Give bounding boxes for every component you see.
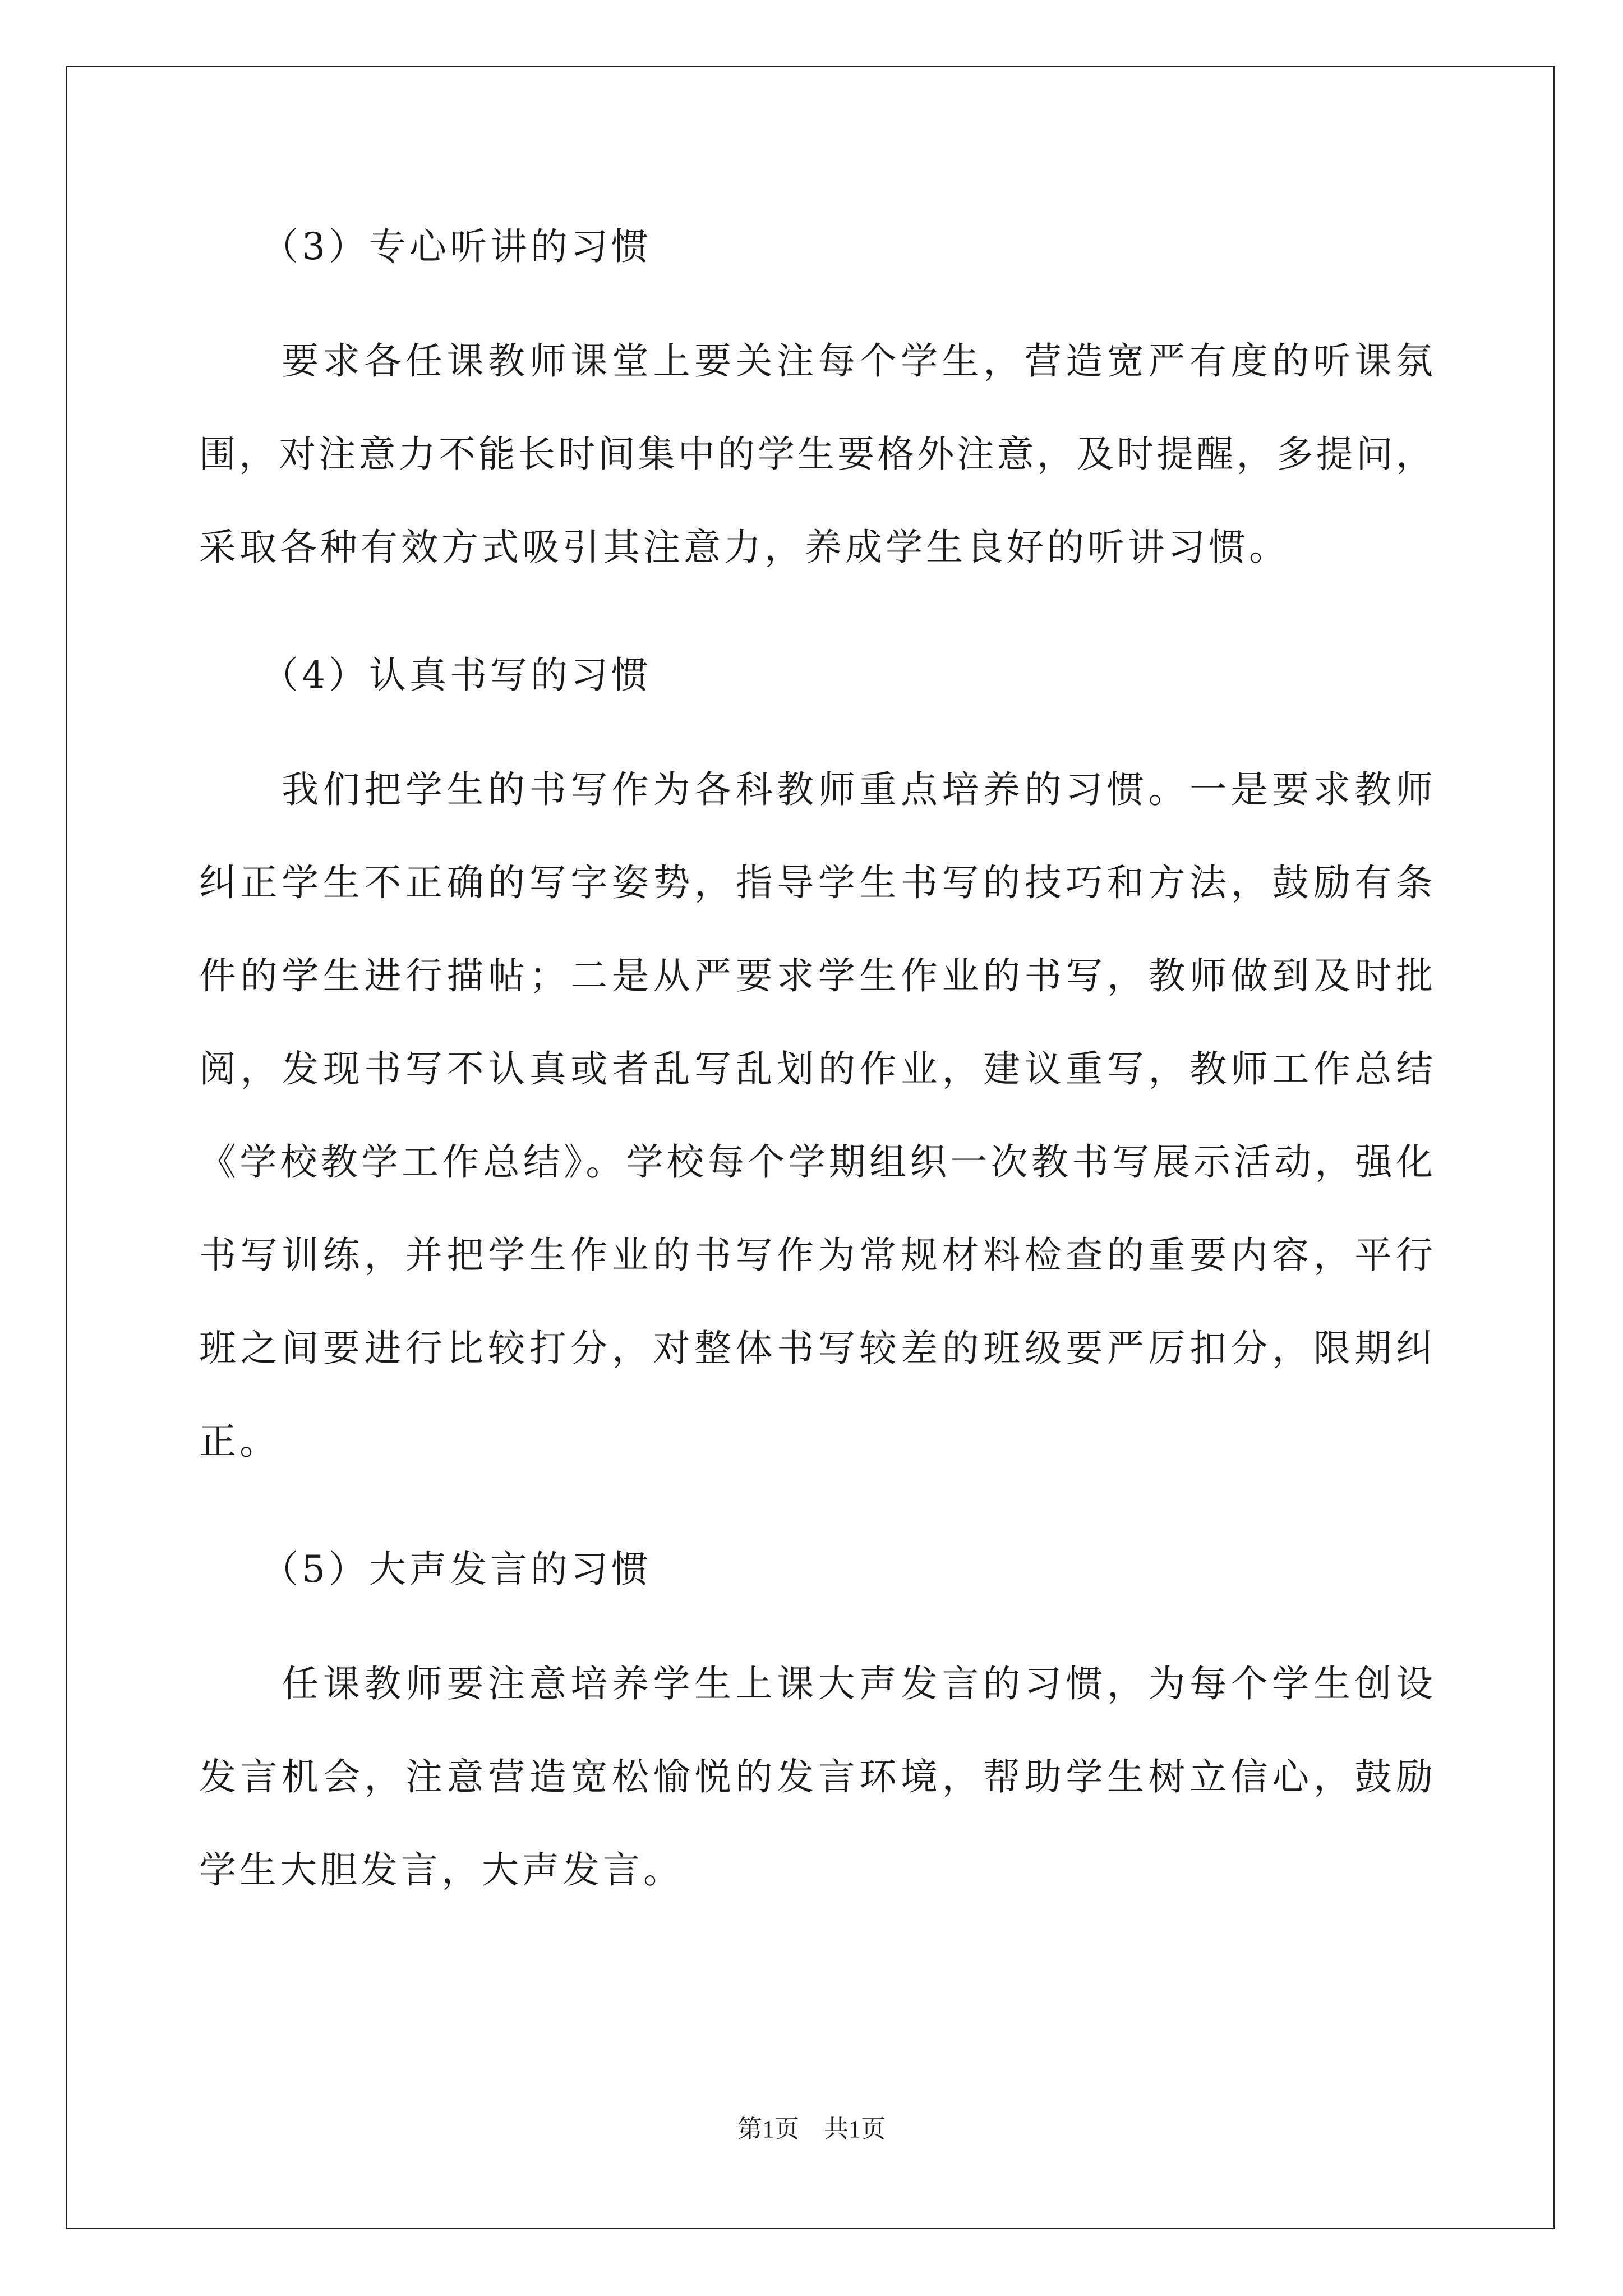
paragraph-line: 纠正学生不正确的写字姿势，指导学生书写的技巧和方法，鼓励有条: [199, 861, 1433, 904]
paragraph-line: 任课教师要注意培养学生上课大声发言的习惯，为每个学生创设: [199, 1662, 1433, 1705]
paragraph-line: 正。: [199, 1420, 280, 1463]
paragraph-line: 书写训练，并把学生作业的书写作为常规材料检查的重要内容，平行: [199, 1234, 1433, 1277]
paragraph-line: 采取各种有效方式吸引其注意力，养成学生良好的听讲习惯。: [199, 526, 1289, 569]
paragraph-line: 围，对注意力不能长时间集中的学生要格外注意，及时提醒，多提问，: [199, 432, 1433, 476]
heading-writing: （4）认真书写的习惯: [199, 654, 652, 697]
heading-listening: （3）专心听讲的习惯: [199, 225, 652, 268]
paragraph-line: 要求各任课教师课堂上要关注每个学生，营造宽严有度的听课氛: [199, 339, 1433, 383]
paragraph-line: 我们把学生的书写作为各科教师重点培养的习惯。一是要求教师: [199, 768, 1433, 811]
paragraph-line: 件的学生进行描帖；二是从严要求学生作业的书写，教师做到及时批: [199, 954, 1433, 997]
paragraph-line: 学生大胆发言，大声发言。: [199, 1848, 684, 1892]
paragraph-line: 发言机会，注意营造宽松愉悦的发言环境，帮助学生树立信心，鼓励: [199, 1755, 1433, 1798]
paragraph-line: 班之间要进行比较打分，对整体书写较差的班级要严厉扣分，限期纠: [199, 1327, 1433, 1370]
paragraph-line: 阅，发现书写不认真或者乱写乱划的作业，建议重写，教师工作总结: [199, 1047, 1433, 1091]
heading-speaking: （5）大声发言的习惯: [199, 1548, 652, 1591]
page-footer: 第1页 共1页: [737, 2115, 886, 2143]
paragraph-line: 《学校教学工作总结》。学校每个学期组织一次教书写展示活动，强化: [199, 1140, 1433, 1184]
